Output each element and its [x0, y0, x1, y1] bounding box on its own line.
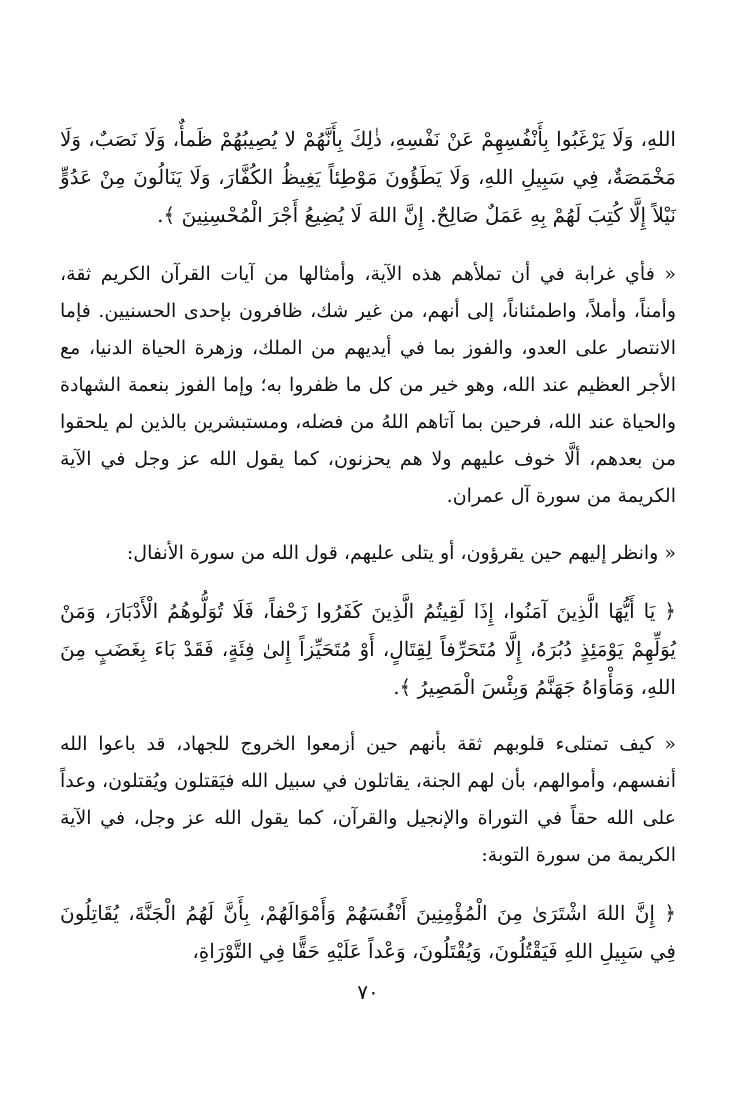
spacer — [60, 572, 676, 592]
page-body — [60, 120, 676, 970]
spacer — [60, 234, 676, 256]
spacer — [60, 706, 676, 726]
paragraph-ghaara: « فأي غرابة في أن تملأهم هذه الآية، وأمثالها من آيات القرآن الكريم ثقة، وأمناً، وأملاً، واطمئناناً، إلى أنهم، من غير شك، ظافرون بإحدى الحسنيين. فإما الانتصار على العدو، والفوز بما في أيديهم من الملك، وزهرة الحياة الدنيا، مع الأجر العظيم عند الله، وهو خير من كل ما ظفروا به؛ وإما الفوز بنعمة الشهادة والحياة عند الله، فرحين بما آتاهم اللهُ من فضله، ومستبشرين بالذين لم يلحقوا من بعدهم، ألَّا خوف عليهم ولا هم يحزنون، كما يقول الله عز وجل في الآية الكريمة من سورة آل عمران. — [60, 263, 676, 507]
paragraph-unzur: « وانظر إليهم حين يقرؤون، أو يتلى عليهم، قول الله من سورة الأنفال: — [126, 542, 676, 564]
quran-verse-anfal: ﴿ يَا أَيُّهَا الَّذِينَ آمَنُوا، إِذَا لَقِيتُمُ الَّذِينَ كَفَرُوا زَحْفاً، فَلَا تُوَلُّوهُمُ الْأَدْبَارَ، وَمَنْ يُوَلِّهِمْ يَوْمَئِذٍ دُبُرَهُ، إِلَّا مُتَحَرِّفاً لِقِتَالٍ، أَوْ مُتَحَيِّزاً إِلىٰ فِئَةٍ، فَقَدْ بَاءَ بِغَضَبٍ مِنَ اللهِ، وَمَأْوَاهُ جَهَنَّمُ وَبِئْسَ الْمَصِيرُ ﴾. — [60, 599, 676, 699]
quran-verse-tawbah-111: ﴿ إِنَّ اللهَ اشْتَرَىٰ مِنَ الْمُؤْمِنِينَ أَنْفُسَهُمْ وَأَمْوَالَهُمْ، بِأَنَّ لَهُمُ الْجَنَّةَ، يُقَاتِلُونَ فِي سَبِيلِ اللهِ فَيَقْتُلُونَ، وَيُقْتَلُونَ، وَعْداً عَلَيْهِ حَقًّا فِي التَّوْرَاةِ، — [60, 901, 676, 963]
spacer — [60, 515, 676, 535]
spacer — [60, 874, 676, 894]
page-number: ٧٠ — [357, 980, 379, 1004]
quran-verse-tawbah-120: اللهِ، وَلَا يَرْغَبُوا بِأَنْفُسِهِمْ عَنْ نَفْسِهِ، ذٰلِكَ بِأَنَّهُمْ لا يُصِيبُهُمْ ظَمأٌ، وَلَا نَصَبٌ، وَلَا مَخْمَصَةٌ، فِي سَبِيلِ اللهِ، وَلَا يَطَؤُونَ مَوْطِئاً يَغِيظُ الكُفَّارَ، وَلَا يَنَالُونَ مِنْ عَدُوٍّ نَيْلاً إِلَّا كُتِبَ لَهُمْ بِهِ عَمَلٌ صَالِحٌ. إِنَّ اللهَ لَا يُضِيعُ أَجْرَ الْمُحْسِنِينَ ﴾. — [60, 127, 676, 227]
paragraph-kayfa: « كيف تمتلىء قلوبهم ثقة بأنهم حين أزمعوا الخروج للجهاد، قد باعوا الله أنفسهم، وأموالهم، بأن لهم الجنة، يقاتلون في سبيل الله فيَقتلون ويُقتلون، وعداً على الله حقاً في التوراة والإنجيل والقرآن، كما يقول الله عز وجل، في الآية الكريمة من سورة التوبة: — [60, 733, 676, 866]
